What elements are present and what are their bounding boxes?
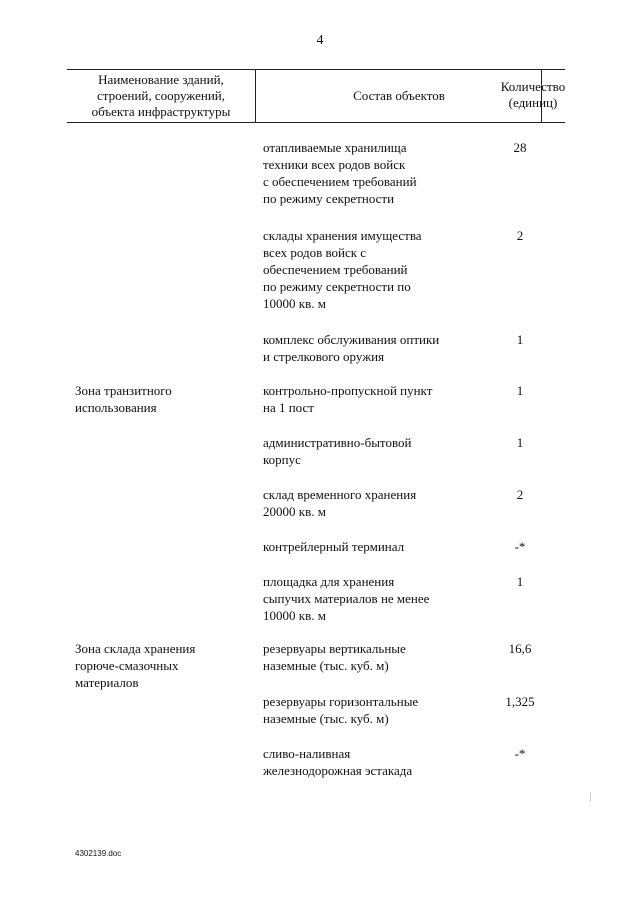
object-cell: склад временного хранения 20000 кв. м — [263, 487, 417, 519]
object-cell: сливо-наливная железнодорожная эстакада — [263, 746, 413, 778]
quantity-cell: 1 — [516, 574, 524, 589]
quantity-cell: 16,6 — [508, 641, 532, 656]
object-cell: административно-бытовой корпус — [263, 435, 412, 467]
object-cell: комплекс обслуживания оптики и стрелкового оружия — [263, 332, 440, 364]
zone-label-transit: Зона транзитного использования — [75, 383, 172, 415]
zone-label-fuel-storage: Зона склада хранения горюче-смазочных материалов — [75, 641, 196, 690]
footer-filename: 4302139.doc — [75, 849, 122, 858]
quantity-cell: 1,325 — [505, 694, 535, 709]
object-cell: резервуары вертикальные наземные (тыс. куб. м) — [263, 641, 406, 673]
header-col-objects: Состав объектов — [255, 70, 542, 122]
header-col-name: Наименование зданий, строений, сооружений, объекта инфраструктуры — [91, 72, 231, 119]
quantity-cell: 1 — [516, 332, 524, 347]
quantity-cell: 1 — [516, 435, 524, 450]
quantity-cell: 1 — [516, 383, 524, 398]
object-cell: контрейлерный терминал — [263, 539, 405, 554]
header-col-quantity: Количество (единиц) — [500, 79, 566, 110]
quantity-cell: 2 — [516, 487, 524, 502]
quantity-cell: -* — [514, 539, 526, 554]
object-cell: площадка для хранения сыпучих материалов не менее 10000 кв. м — [263, 574, 430, 623]
quantity-cell: -* — [514, 746, 526, 761]
object-cell: резервуары горизонтальные наземные (тыс. куб. м) — [263, 694, 419, 726]
scan-mark — [590, 792, 591, 802]
quantity-cell: 28 — [513, 140, 527, 155]
quantity-cell: 2 — [516, 228, 524, 243]
object-cell: контрольно-пропускной пункт на 1 пост — [263, 383, 433, 415]
object-cell: отапливаемые хранилища техники всех родов войск с обеспечением требований по режиму секретности — [263, 140, 417, 206]
object-cell: склады хранения имущества всех родов войск с обеспечением требований по режиму секретности по 10000 кв. м — [263, 228, 422, 311]
page-number: 4 — [316, 33, 324, 48]
